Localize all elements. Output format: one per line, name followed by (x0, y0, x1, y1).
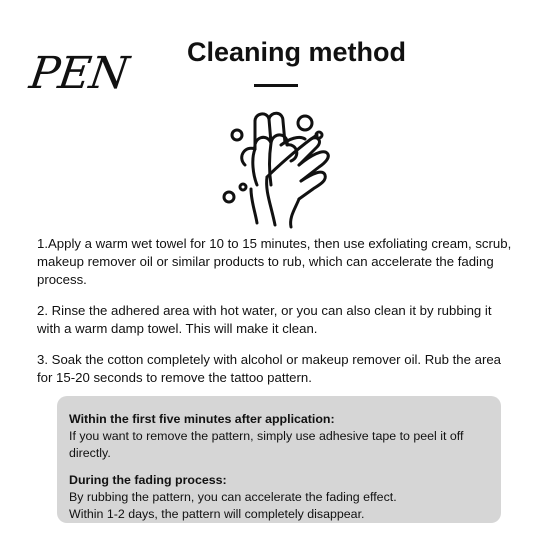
note-first-five-minutes (69, 411, 489, 462)
note-body: If you want to remove the pattern, simply use adhesive tape to peel it off directly. (69, 429, 464, 460)
page-title: Cleaning method (186, 37, 406, 67)
instruction-steps (37, 235, 517, 400)
notes-panel (57, 396, 501, 523)
title-underline (254, 84, 298, 87)
hand-washing-icon (215, 105, 335, 230)
brand-logo: PEN (26, 48, 131, 99)
note-heading: During the fading process: (69, 473, 227, 487)
note-fading-process (69, 472, 489, 523)
step-1: 1.Apply a warm wet towel for 10 to 15 minutes, then use exfoliating cream, scrub, makeup remover oil or similar products to rub, which can accelerate the fading process. (37, 236, 512, 287)
note-body-line: Within 1-2 days, the pattern will completely disappear. (69, 507, 365, 521)
note-heading: Within the first five minutes after application: (69, 412, 335, 426)
note-body-line: By rubbing the pattern, you can accelerate the fading effect. (69, 490, 397, 504)
step-2: 2. Rinse the adhered area with hot water, or you can also clean it by rubbing it with a warm damp towel. This will make it clean. (37, 303, 492, 336)
step-3: 3. Soak the cotton completely with alcohol or makeup remover oil. Rub the area for 15-20 seconds to remove the tattoo pattern. (37, 352, 502, 385)
